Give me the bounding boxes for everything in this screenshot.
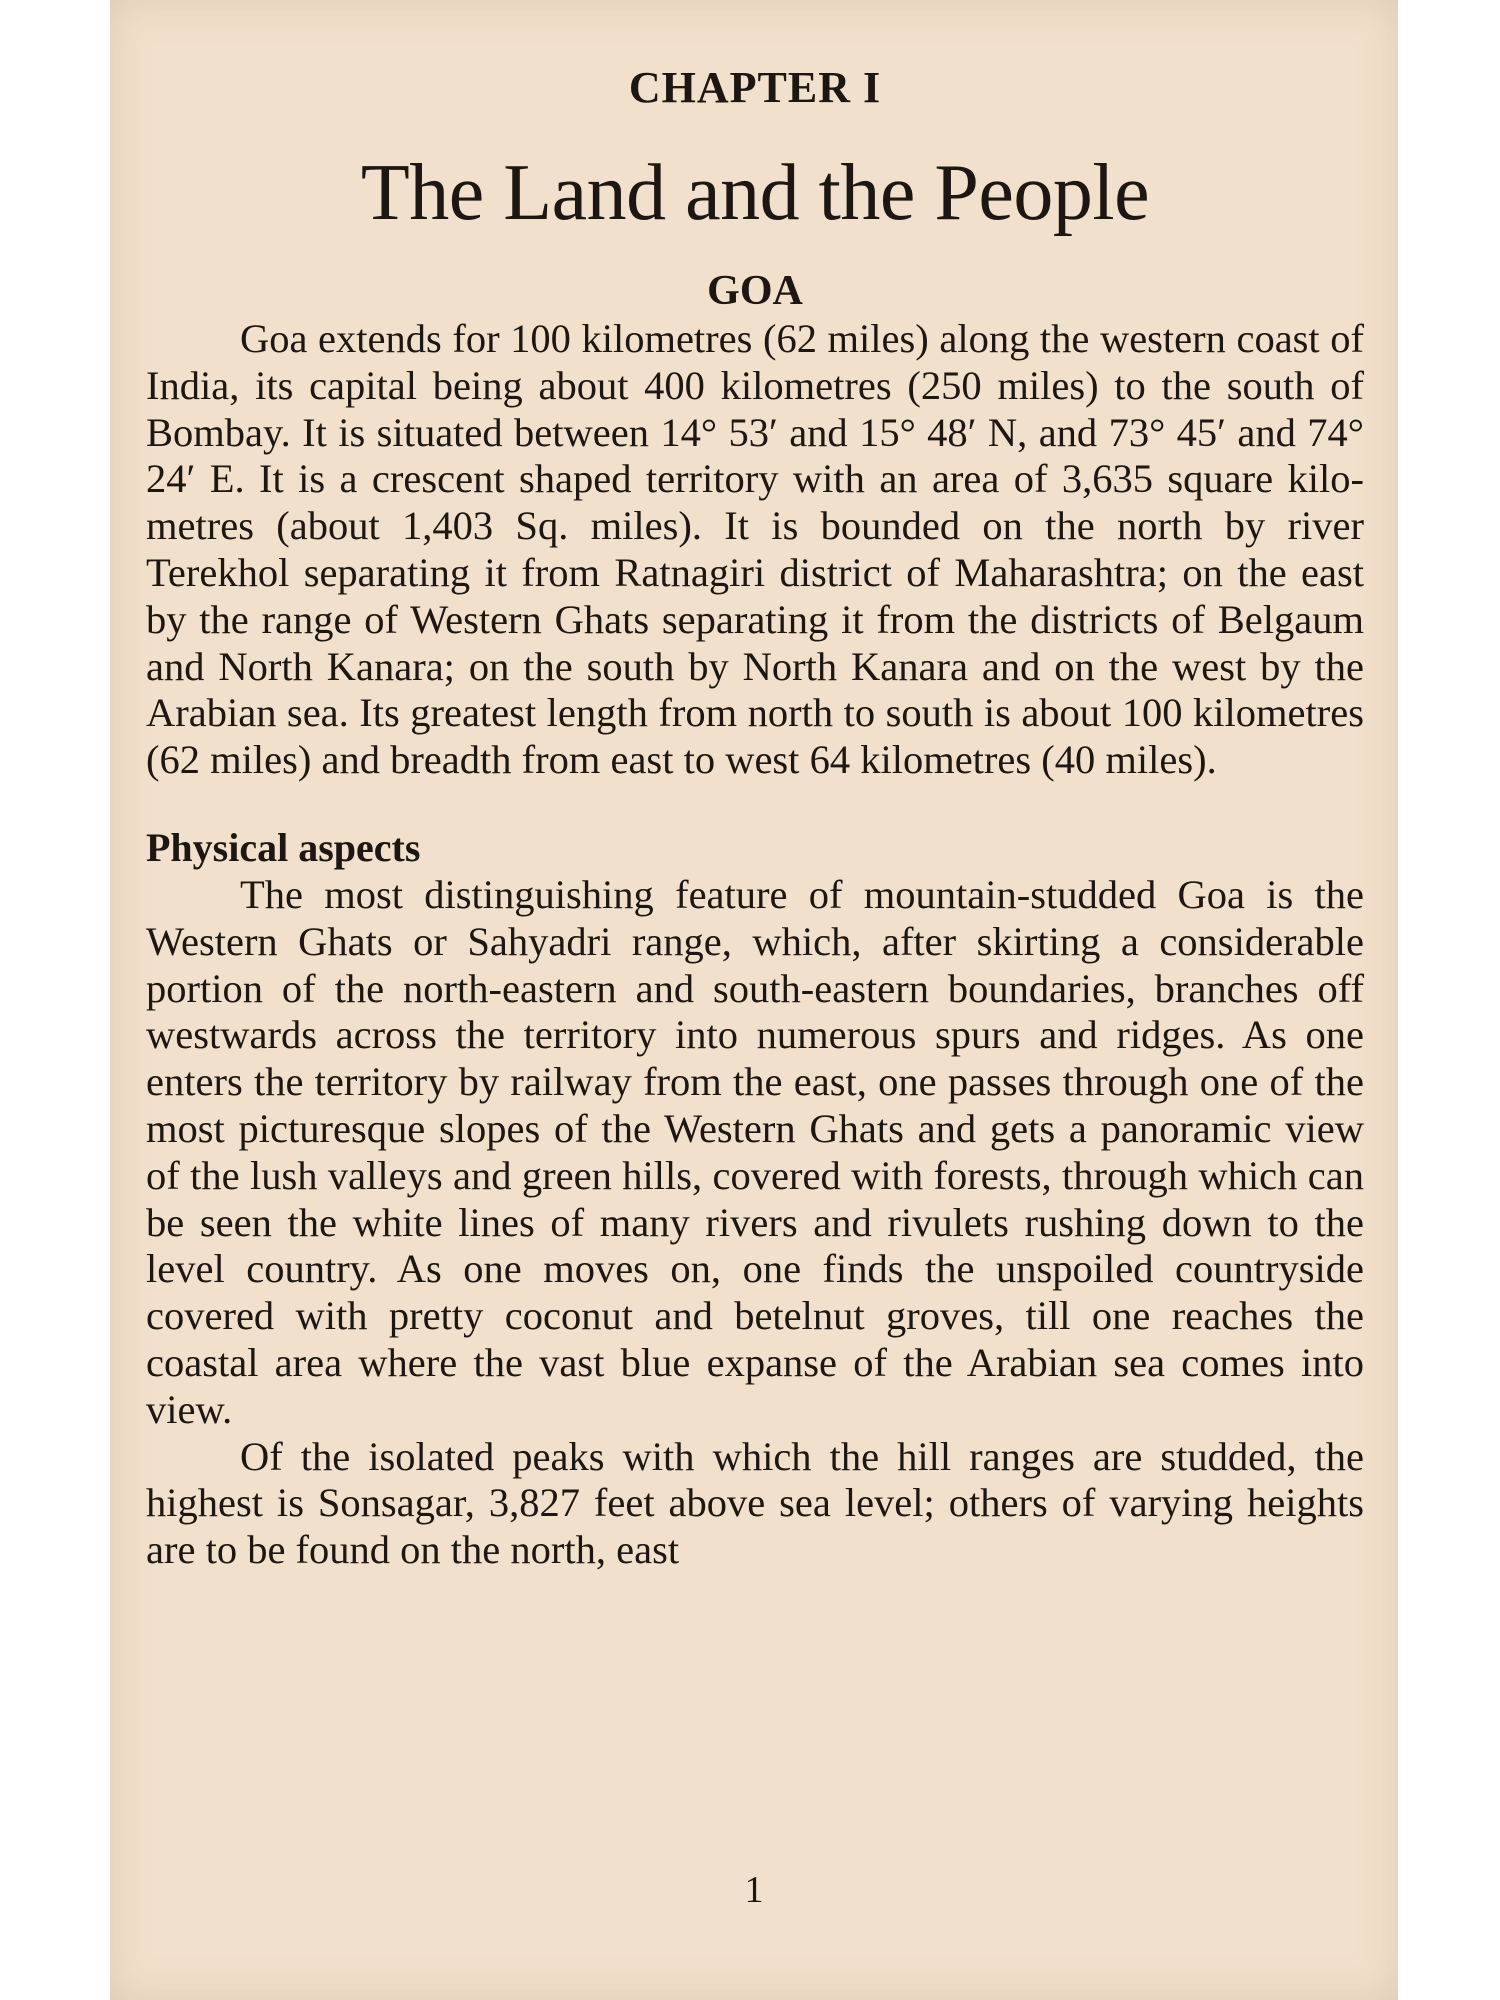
page-number: 1 — [744, 1869, 764, 1911]
section-heading: GOA — [707, 268, 803, 314]
page-content — [146, 62, 1364, 1574]
subheading-physical-aspects: Physical aspects — [146, 824, 421, 870]
chapter-title: The Land and the People — [360, 149, 1150, 237]
paragraph-physical-features: The most distinguishing feature of mountain-studded Goa is the Western Ghats or Sahyadri range, which, after skirting a considerable portion of the north-eastern and south-eastern boundaries, branches off westwards across the territory into numerous spurs and ridges. As one enters the territory by railway from the east, one passes through one of the most picturesque slopes of the Western Ghats and gets a panoramic view of the lush valleys and green hills, covered with forests, through which can be seen the white lines of many rivers and rivulets rushing down to the level country. As one moves on, one finds the unspoiled countryside covered with pretty coconut and betelnut groves, till one reaches the coastal area where the vast blue expanse of the Arabian sea comes into view. — [146, 871, 1364, 1432]
book-page — [110, 0, 1398, 2000]
chapter-label: CHAPTER I — [628, 63, 882, 112]
paragraph-isolated-peaks: Of the isolated peaks with which the hill ranges are studded, the highest is Sonsagar, 3,827 feet above sea level; others of varying heights are to be found on the north, east — [146, 1433, 1364, 1573]
paragraph-goa-extent: Goa extends for 100 kilometres (62 miles) along the western coast of India, its capital being about 400 kilometres (250 miles) to the south of Bombay. It is situated between 14° 53′ and 15° 48′ N, and 73° 45′ and 74° 24′ E. It is a crescent shaped territory with an area of 3,635 square kilometres (about 1,403 Sq. miles). It is bounded on the north by river Terekhol separating it from Ratnagiri district of Maharashtra; on the east by the range of Western Ghats separating it from the districts of Belgaum and North Kanara; on the south by North Kanara and on the west by the Arabian sea. Its greatest length from north to south is about 100 kilometres (62 miles) and breadth from east to west 64 kilometres (40 miles). — [146, 316, 1364, 783]
